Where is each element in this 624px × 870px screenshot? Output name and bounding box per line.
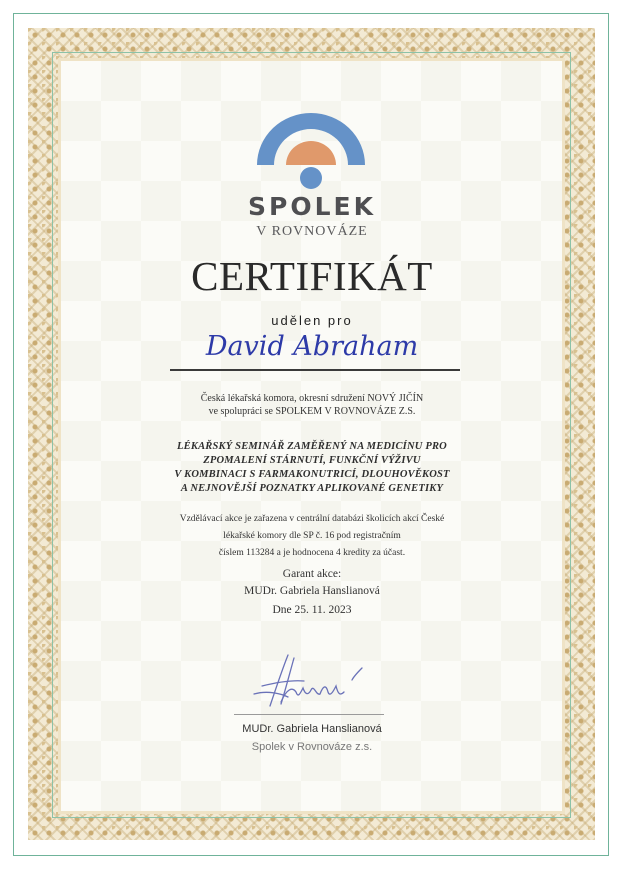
signatory-name: MUDr. Gabriela Hanslianová xyxy=(242,723,382,735)
certificate-title: CERTIFIKÁT xyxy=(191,253,433,299)
organizer-line-1: Česká lékařská komora, okresní sdružení NOVÝ JIČÍN xyxy=(200,393,424,404)
registration-line-1: Vzdělávací akce je zařazena v centrální databázi školicích akcí České xyxy=(179,514,445,524)
guarantor-name: MUDr. Gabriela Hanslianová xyxy=(244,585,380,597)
certificate-date: Dne 25. 11. 2023 xyxy=(272,604,352,616)
recipient-underline xyxy=(170,369,460,371)
logo-name: SPOLEK xyxy=(248,192,376,221)
seminar-line-1: LÉKAŘSKÝ SEMINÁŘ ZAMĚŘENÝ NA MEDICÍNU PRO xyxy=(177,441,447,452)
spolek-logo-icon xyxy=(255,113,367,191)
guarantor-label: Garant akce: xyxy=(282,568,342,580)
seminar-line-2: ZPOMALENÍ STÁRNUTÍ, FUNKČNÍ VÝŽIVU xyxy=(203,455,421,466)
handwritten-signature xyxy=(248,650,388,712)
registration-line-2: lékařské komory dle SP č. 16 pod registračním xyxy=(223,531,401,541)
signature-line xyxy=(234,714,384,715)
seminar-line-4: A NEJNOVĚJŠÍ POZNATKY APLIKOVANÉ GENETIKY xyxy=(180,483,444,494)
seminar-line-3: V KOMBINACI S FARMAKONUTRICÍ, DLOUHOVĚKOST xyxy=(174,469,450,480)
registration-line-3: číslem 113284 a je hodnocena 4 kredity za účast. xyxy=(218,548,406,558)
organizer-line-2: ve spolupráci se SPOLKEM V ROVNOVÁZE Z.S. xyxy=(208,406,416,417)
awarded-to-label: udělen pro xyxy=(271,313,353,328)
signatory-organization: Spolek v Rovnováze z.s. xyxy=(251,741,373,753)
recipient-name: David Abraham xyxy=(205,331,419,362)
logo-subtitle: V ROVNOVÁZE xyxy=(256,224,368,239)
